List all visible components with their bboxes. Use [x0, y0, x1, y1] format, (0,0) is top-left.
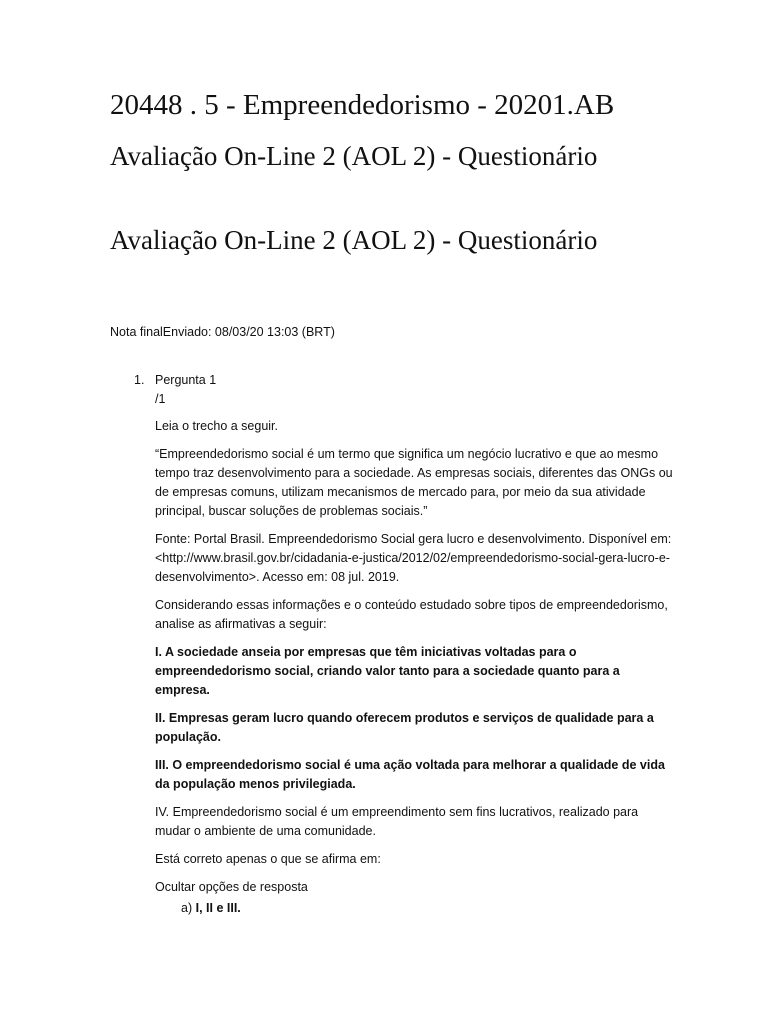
assessment-title-repeat: Avaliação On-Line 2 (AOL 2) - Questionário	[110, 225, 598, 255]
course-title: 20448 . 5 - Empreendedorismo - 20201.AB	[110, 89, 615, 121]
option-text: I, II e III.	[195, 901, 241, 915]
question-header	[155, 371, 675, 409]
option-letter: a)	[181, 901, 193, 915]
submission-meta: Nota finalEnviado: 08/03/20 13:03 (BRT)	[110, 325, 335, 339]
statement-4: IV. Empreendedorismo social é um empreendimento sem fins lucrativos, realizado para mudar o ambiente de uma comunidade.	[155, 805, 639, 838]
toggle-options-link[interactable]: Ocultar opções de resposta	[155, 880, 308, 894]
question-ask: Está correto apenas o que se afirma em:	[155, 852, 381, 866]
statement-3: III. O empreendedorismo social é uma ação voltada para melhorar a qualidade de vida da população menos privilegiada.	[155, 758, 665, 791]
assessment-title: Avaliação On-Line 2 (AOL 2) - Questionário	[110, 141, 598, 171]
answer-option-a[interactable]	[181, 899, 675, 918]
question-number: 1.	[134, 373, 145, 387]
question-prompt: Considerando essas informações e o conteúdo estudado sobre tipos de empreendedorismo, analise as afirmativas a seguir:	[155, 598, 668, 631]
statement-1: I. A sociedade anseia por empresas que têm iniciativas voltadas para o empreendedorismo social, criando valor tanto para a sociedade quanto para a empresa.	[155, 645, 620, 697]
question-score: /1	[155, 392, 166, 406]
question-label: Pergunta 1	[155, 373, 217, 387]
question-source: Fonte: Portal Brasil. Empreendedorismo Social gera lucro e desenvolvimento. Disponível em: <http://www.brasil.gov.br/cidadania-e-justica/2012/02/empreendedorismo-social-gera-lucro-e-desenvolvimento>. Acesso em: 08 jul. 2019.	[155, 532, 672, 584]
question-block	[155, 371, 675, 918]
question-quote: “Empreendedorismo social é um termo que significa um negócio lucrativo e que ao mesmo tempo traz desenvolvimento para a sociedade. As empresas sociais, diferentes das ONGs ou de empresas comuns, utilizam mecanismos de mercado para, por meio da sua atividade principal, buscar soluções de problemas sociais.”	[155, 447, 673, 518]
statement-2: II. Empresas geram lucro quando oferecem produtos e serviços de qualidade para a população.	[155, 711, 654, 744]
question-intro: Leia o trecho a seguir.	[155, 419, 278, 433]
